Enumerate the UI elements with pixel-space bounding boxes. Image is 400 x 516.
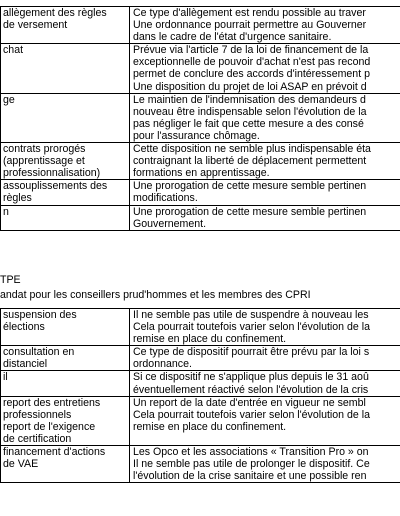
cell-text-line: Une disposition du projet de loi ASAP en prévoit d	[133, 80, 367, 93]
cell-text-line: Cela pourrait toutefois varier selon l'évolution de la	[133, 321, 370, 334]
cell-text-line: professionnels	[3, 408, 72, 421]
cell-text-line: ge	[3, 93, 15, 106]
cell-text-line: exceptionnelle de pouvoir d'achat n'est pas recond	[133, 56, 371, 69]
measure-comment-cell	[130, 44, 400, 93]
cell-text-line: Le maintien de l'indemnisation des demandeurs d	[133, 93, 366, 106]
measure-comment-cell	[130, 180, 400, 205]
cell-text-line: professionnalisation)	[3, 167, 101, 180]
measure-comment-cell	[130, 446, 400, 483]
cell-text-line: permet de conclure des accords d'intéressement p	[133, 68, 370, 81]
cell-text-line: distanciel	[3, 358, 48, 371]
cell-text-line: Une prorogation de cette mesure semble pertinen	[133, 180, 367, 193]
measure-name-cell	[1, 396, 130, 445]
cell-text-line: chat	[3, 44, 24, 57]
table-row	[1, 7, 400, 44]
cell-text-line: Les Opco et les associations « Transition Pro » on	[133, 446, 369, 459]
cell-text-line: de versement	[3, 19, 68, 32]
table-row	[1, 44, 400, 93]
cell-text-line: Un report de la date d'entrée en vigueur ne sembl	[133, 396, 366, 409]
cell-text-line: de certification	[3, 432, 72, 445]
measure-name-cell	[1, 180, 130, 205]
measures-table-top	[0, 6, 400, 231]
table-row	[1, 346, 400, 371]
measure-name-cell	[1, 44, 130, 93]
table-row	[1, 309, 400, 346]
cell-text-line: ordonnance.	[133, 358, 192, 371]
measure-name-cell	[1, 7, 130, 44]
cell-text-line: Une prorogation de cette mesure semble pertinen	[133, 205, 367, 218]
measure-name-cell	[1, 346, 130, 371]
cell-text-line: nouveau être indispensable selon l'évolution de la	[133, 105, 367, 118]
table-row	[1, 205, 400, 230]
cell-text-line: de VAE	[3, 458, 39, 471]
measure-comment-cell	[130, 143, 400, 180]
measure-name-cell	[1, 446, 130, 483]
cell-text-line: consultation en	[3, 346, 75, 359]
cell-text-line: suspension des	[3, 309, 77, 321]
cell-text-line: assouplissements des	[3, 180, 108, 193]
section-subheading: andat pour les conseillers prud'hommes et les membres des CPRI	[0, 289, 311, 301]
cell-text-line: Prévue via l'article 7 de la loi de financement de la	[133, 44, 369, 57]
measure-name-cell	[1, 143, 130, 180]
table-row	[1, 446, 400, 483]
measure-comment-cell	[130, 346, 400, 371]
measure-comment-cell	[130, 93, 400, 142]
cell-text-line: n	[3, 205, 9, 218]
cell-text-line: allègement des règles	[3, 7, 107, 19]
measure-comment-cell	[130, 309, 400, 346]
measure-comment-cell	[130, 7, 400, 44]
measures-table-bottom	[0, 308, 400, 483]
cell-text-line: l'évolution de la crise sanitaire et une possible ren	[133, 470, 367, 483]
cell-text-line: (apprentissage et	[3, 155, 85, 168]
measure-comment-cell	[130, 371, 400, 396]
cell-text-line: report des entretiens	[3, 396, 101, 409]
cell-text-line: contrats prorogés	[3, 143, 86, 156]
cell-text-line: Ce type d'allègement est rendu possible au traver	[133, 7, 366, 19]
cell-text-line: Gouvernement.	[133, 217, 207, 230]
cell-text-line: report de l'exigence	[3, 420, 96, 433]
cell-text-line: Il ne semble pas utile de prolonger le dispositif. Ce	[133, 458, 370, 471]
cell-text-line: il	[3, 371, 8, 384]
measure-name-cell	[1, 205, 130, 230]
measure-comment-cell	[130, 396, 400, 445]
table-row	[1, 371, 400, 396]
cell-text-line: Il ne semble pas utile de suspendre à nouveau les	[133, 309, 369, 321]
cell-text-line: modifications.	[133, 192, 198, 205]
measure-name-cell	[1, 93, 130, 142]
table-row	[1, 143, 400, 180]
cell-text-line: Ce type de dispositif pourrait être prévu par la loi s	[133, 346, 370, 359]
cell-text-line: règles	[3, 192, 32, 205]
cell-text-line: contraignant la liberté de déplacement permettent	[133, 155, 367, 168]
cell-text-line: Cela pourrait toutefois varier selon l'évolution de la	[133, 408, 370, 421]
cell-text-line: Si ce dispositif ne s'applique plus depuis le 31 aoû	[133, 371, 369, 384]
cell-text-line: pas négliger le fait que cette mesure a des consé	[133, 117, 364, 130]
cell-text-line: formations en apprentissage.	[133, 167, 270, 180]
cell-text-line: pour l'assurance chômage.	[133, 129, 260, 142]
cell-text-line: remise en place du confinement.	[133, 420, 287, 433]
cell-text-line: Une ordonnance pourrait permettre au Gouverner	[133, 19, 367, 32]
measure-comment-cell	[130, 205, 400, 230]
section-heading: TPE	[0, 274, 21, 286]
table-row	[1, 180, 400, 205]
table-row	[1, 396, 400, 445]
table-row	[1, 93, 400, 142]
measure-name-cell	[1, 309, 130, 346]
cell-text-line: Cette disposition ne semble plus indispensable éta	[133, 143, 371, 156]
cell-text-line: dans le cadre de l'état d'urgence sanitaire.	[133, 31, 332, 44]
cell-text-line: éventuellement réactivé selon l'évolution de la cris	[133, 383, 369, 396]
cell-text-line: élections	[3, 321, 45, 334]
measure-name-cell	[1, 371, 130, 396]
cell-text-line: remise en place du confinement.	[133, 333, 287, 346]
cell-text-line: financement d'actions	[3, 446, 106, 459]
